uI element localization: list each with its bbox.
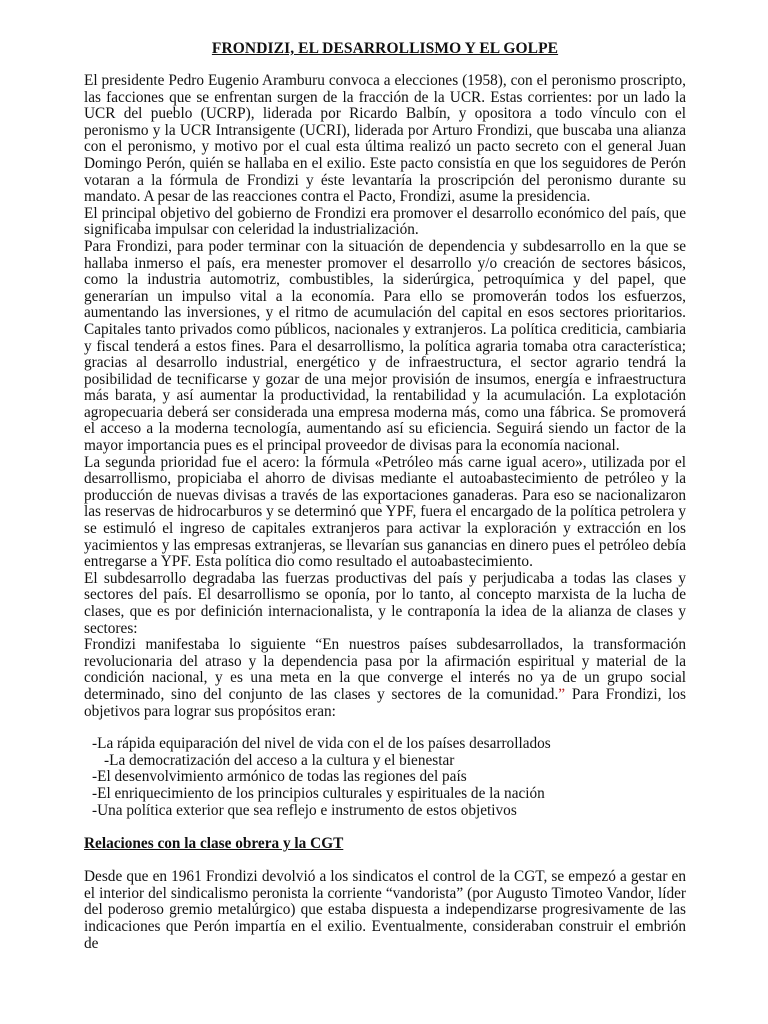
paragraph-frondizi-quote bbox=[84, 637, 686, 720]
paragraph-dependency: Para Frondizi, para poder terminar con la situación de dependencia y subdesarrollo en la que se hallaba inmerso el país, era menester promover el desarrollo y/o creación de sectores básicos, como la industria automotriz, combustibles, la siderúrgica, petroquímica y del papel, que generarían un impulso vital a la economía. Para ello se promoverán todos los esfuerzos, aumentando las inversiones, y el ritmo de acumulación del capital en esos sectores prioritarios. Capitales tanto privados como públicos, nacionales y extranjeros. La política crediticia, cambiaria y fiscal tenderá a estos fines. Para el desarrollismo, la política agraria tomaba otra característica; gracias al desarrollo industrial, energético y de infraestructura, el sector agrario tendrá la posibilidad de tecnificarse y gozar de una mejor provisión de insumos, energía e infraestructura más barata, y así aumentar la productividad, la rentabilidad y la acumulación. La explotación agropecuaria deberá ser considerada una empresa moderna más, como una fábrica. Se promoverá el acceso a la moderna tecnología, aumentando así su eficiencia. Seguirá siendo un factor de la mayor importancia pues es el principal proveedor de divisas para la economía nacional. bbox=[84, 237, 686, 455]
paragraph-main-objective: El principal objetivo del gobierno de Frondizi era promover el desarrollo económico del país, que significaba impulsar con celeridad la industrialización. bbox=[84, 204, 686, 239]
list-item: -El desenvolvimiento armónico de todas las regiones del país bbox=[92, 768, 467, 786]
paragraph-underdevelopment: El subdesarrollo degradaba las fuerzas productivas del país y perjudicaba a todas las clases y sectores del país. El desarrollismo se oponía, por lo tanto, al concepto marxista de la lucha de clases, que es por definición internacionalista, y le contraponía la idea de la alianza de clases y sectores: bbox=[84, 569, 686, 637]
list-item: -Una política exterior que sea reflejo e instrumento de estos objetivos bbox=[92, 801, 517, 819]
paragraph-elections: El presidente Pedro Eugenio Aramburu convoca a elecciones (1958), con el peronismo proscripto, las facciones que se enfrentan surgen de la fracción de la UCR. Estas corrientes: por un lado la UCR del pueblo (UCRP), liderada por Ricardo Balbín, y opositora a todo vínculo con el peronismo y la UCR Intransigente (UCRI), liderada por Arturo Frondizi, que buscaba una alianza con el peronismo, y motivo por el cual esta última realizó un pacto secreto con el general Juan Domingo Perón, quién se hallaba en el exilio. Este pacto consistía en que los seguidores de Perón votaran a la fórmula de Frondizi y éste levantaría la proscripción del peronismo durante su mandato. A pesar de las reacciones contra el Pacto, Frondizi, asume la presidencia. bbox=[84, 72, 686, 206]
document-page bbox=[84, 40, 686, 952]
paragraph-cgt: Desde que en 1961 Frondizi devolvió a los sindicatos el control de la CGT, se empezó a gestar en el interior del sindicalismo peronista la corriente “vandorista” (por Augusto Timoteo Vandor, líder del poderoso gremio metalúrgico) que estaba dispuesta a independizarse progresivamente de las indicaciones que Perón impartía en el exilio. Eventualmente, consideraban construir el embrión de bbox=[84, 868, 686, 952]
quote-close-mark: ” bbox=[558, 685, 566, 703]
list-item: -La democratización del acceso a la cultura y el bienestar bbox=[104, 751, 455, 769]
paragraph-steel: La segunda prioridad fue el acero: la fórmula «Petróleo más carne igual acero», utilizada por el desarrollismo, propiciaba el ahorro de divisas mediante el autoabastecimiento de petróleo y la producción de nuevas divisas a través de las exportaciones ganaderas. Para eso se nacionalizaron las reservas de hidrocarburos y se determinó que YPF, fuera el encargado de la política petrolera y se estimuló el ingreso de capitales extranjeros para activar la exploración y extracción en los yacimientos y las empresas extranjeras, se llevarían sus ganancias en dinero pues el petróleo debía entregarse a YPF. Esta política dio como resultado el autoabastecimiento. bbox=[84, 453, 686, 571]
document-title: FRONDIZI, EL DESARROLLISMO Y EL GOLPE bbox=[211, 40, 559, 57]
section-heading: Relaciones con la clase obrera y la CGT bbox=[84, 835, 344, 853]
objectives-list bbox=[84, 736, 686, 819]
list-item: -La rápida equiparación del nivel de vida con el de los países desarrollados bbox=[92, 735, 551, 753]
quote-tail: Para Frondizi, los objetivos para lograr sus propósitos eran: bbox=[84, 685, 686, 720]
quote-text: Frondizi manifestaba lo siguiente “En nuestros países subdesarrollados, la transformación revolucionaria del atraso y la dependencia pasa por la afirmación espiritual y material de la condición nacional, y es una meta en la que converge el interés no ya de un grupo social determinado, sino del conjunto de las clases y sectores de la comunidad. bbox=[84, 636, 686, 703]
list-item: -El enriquecimiento de los principios culturales y espirituales de la nación bbox=[92, 784, 545, 802]
